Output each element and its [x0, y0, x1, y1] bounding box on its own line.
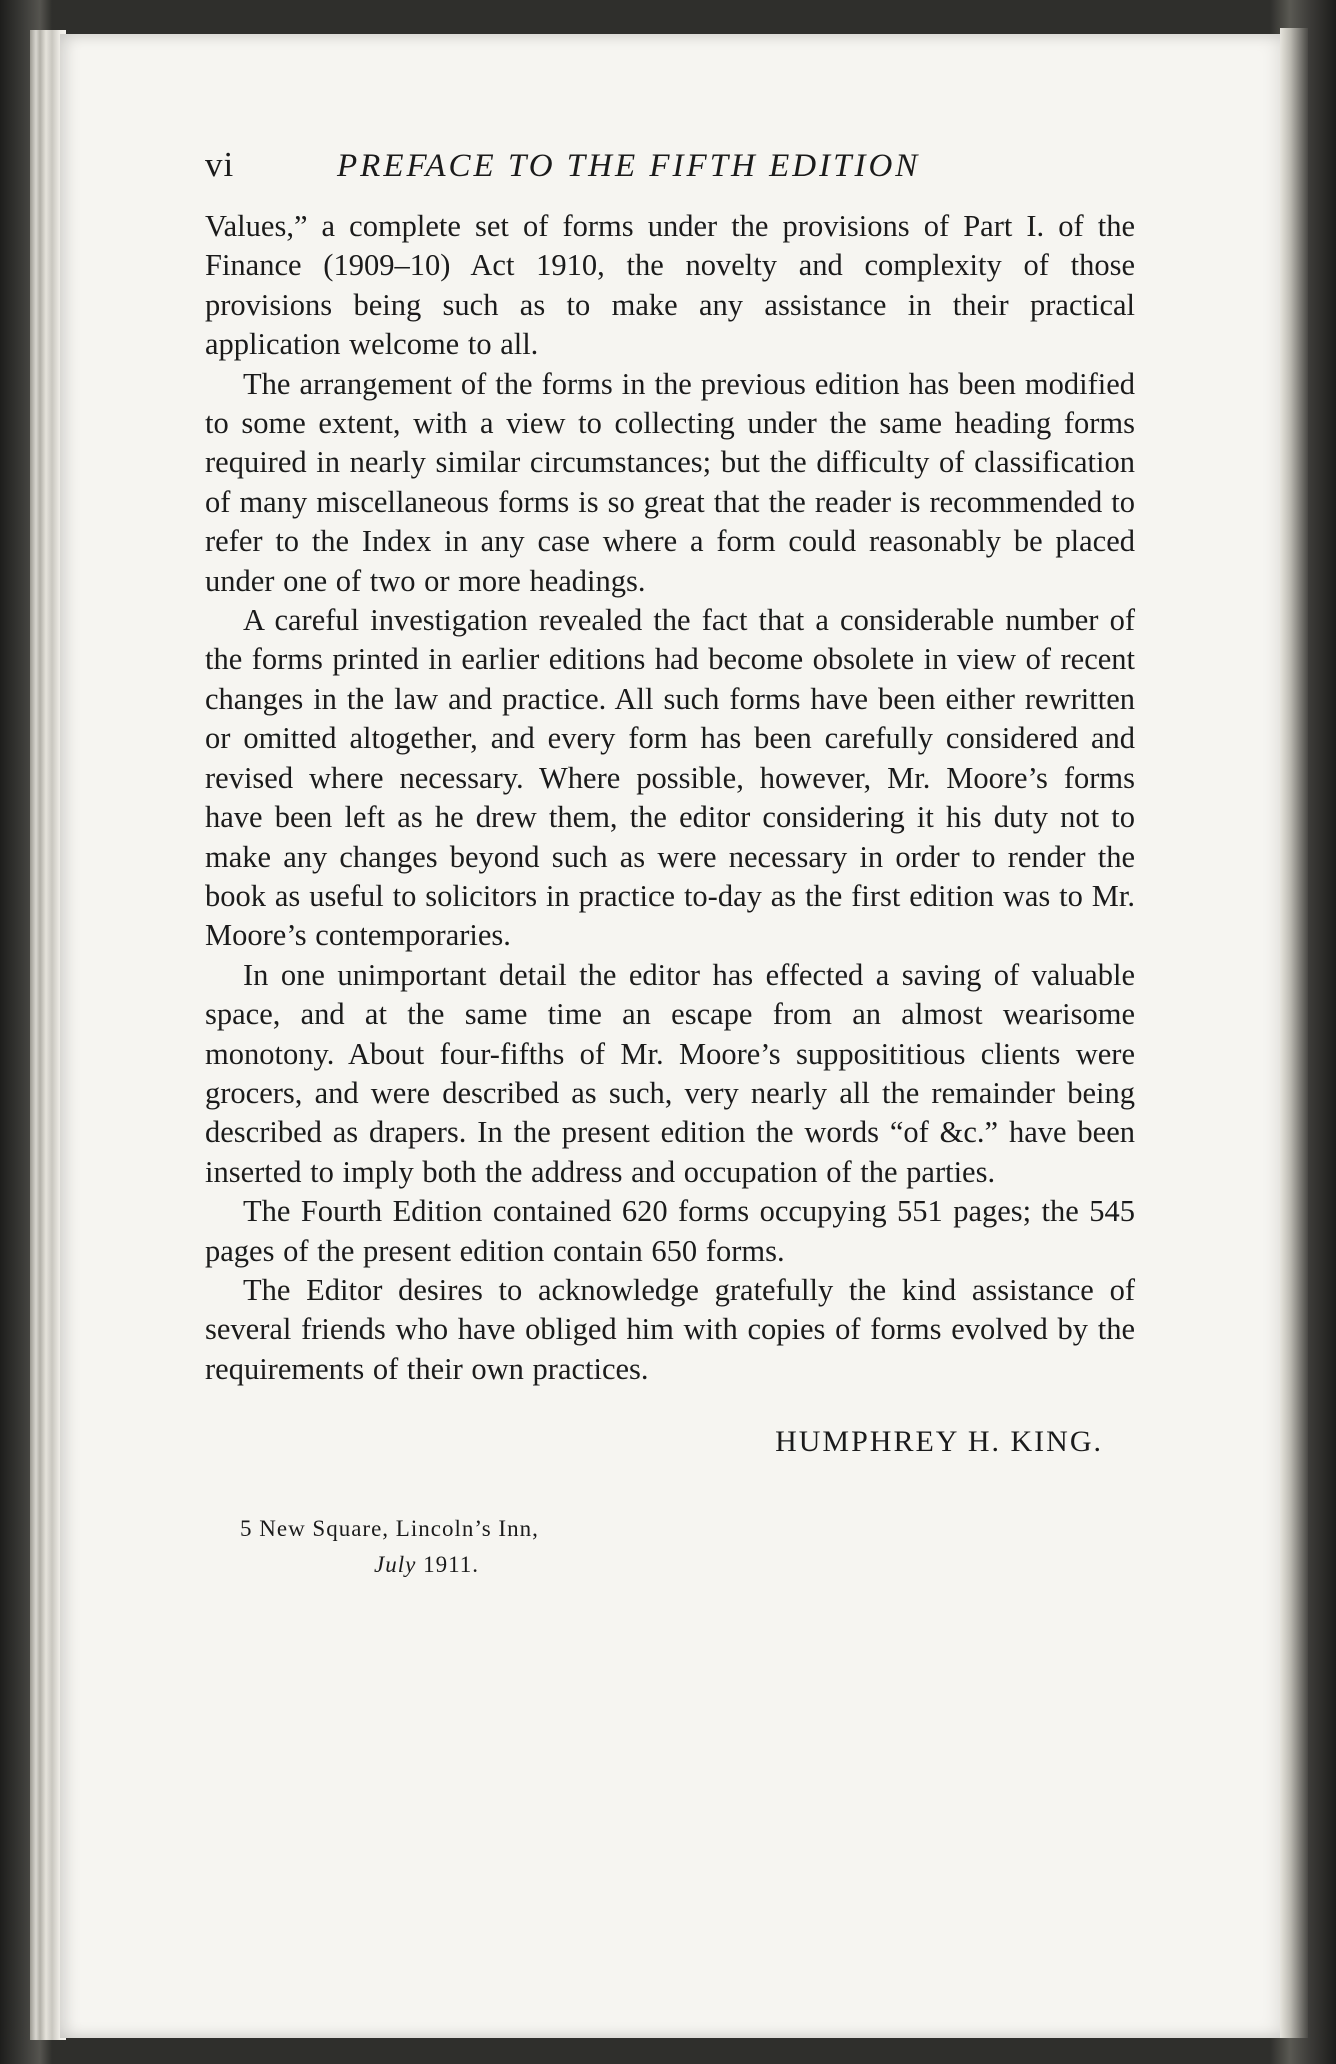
page-edge-right	[1280, 28, 1308, 2038]
paragraph: Values,” a complete set of forms under the provisions of Part I. of the Finance (1909–10) Act 1910, the novelty and complexity of those provisions being such as to make any assistance in their practical application welcome to all.	[205, 209, 1135, 362]
date-line	[240, 1547, 1135, 1583]
running-head	[205, 145, 1135, 207]
paragraph: The Fourth Edition contained 620 forms occupying 551 pages; the 545 pages of the present edition contain 650 forms.	[205, 1194, 1135, 1268]
paragraph: A careful investigation revealed the fact that a considerable number of the forms printed in earlier editions had become obsolete in view of recent changes in the law and practice. All such forms have been either rewritten or omitted altogether, and every form has been carefully considered and revised where necessary. Where possible, however, Mr. Moore’s forms have been left as he drew them, the editor considering it his duty not to make any changes beyond such as were necessary in order to render the book as useful to solicitors in practice to-day as the first edition was to Mr. Moore’s contemporaries.	[205, 603, 1135, 953]
paragraph: The arrangement of the forms in the previous edition has been modified to some extent, with a view to collecting under the same heading forms required in nearly similar circumstances; but the difficulty of classification of many miscellaneous forms is so great that the reader is recommended to refer to the Index in any case where a form could reasonably be placed under one of two or more headings.	[205, 366, 1135, 598]
date-month: July	[374, 1552, 417, 1578]
page-number: vi	[205, 145, 235, 184]
signature: HUMPHREY H. KING.	[775, 1425, 1103, 1459]
address-block	[240, 1511, 1135, 1583]
address-line: 5 New Square, Lincoln’s Inn,	[240, 1516, 539, 1542]
paragraph: The Editor desires to acknowledge gratefully the kind assistance of several friends who have obliged him with copies of forms evolved by the requirements of their own practices.	[205, 1272, 1135, 1386]
paragraph: In one unimportant detail the editor has effected a saving of valuable space, and at the same time an escape from an almost wearisome monotony. About four-fifths of Mr. Moore’s supposititious clients were grocers, and were described as such, very nearly all the remainder being described as drapers. In the present edition the words “of &c.” have been inserted to imply both the address and occupation of the parties.	[205, 957, 1135, 1189]
date-year: 1911.	[423, 1552, 479, 1578]
page-text	[205, 145, 1135, 1583]
running-title: PREFACE TO THE FIFTH EDITION	[337, 148, 921, 184]
